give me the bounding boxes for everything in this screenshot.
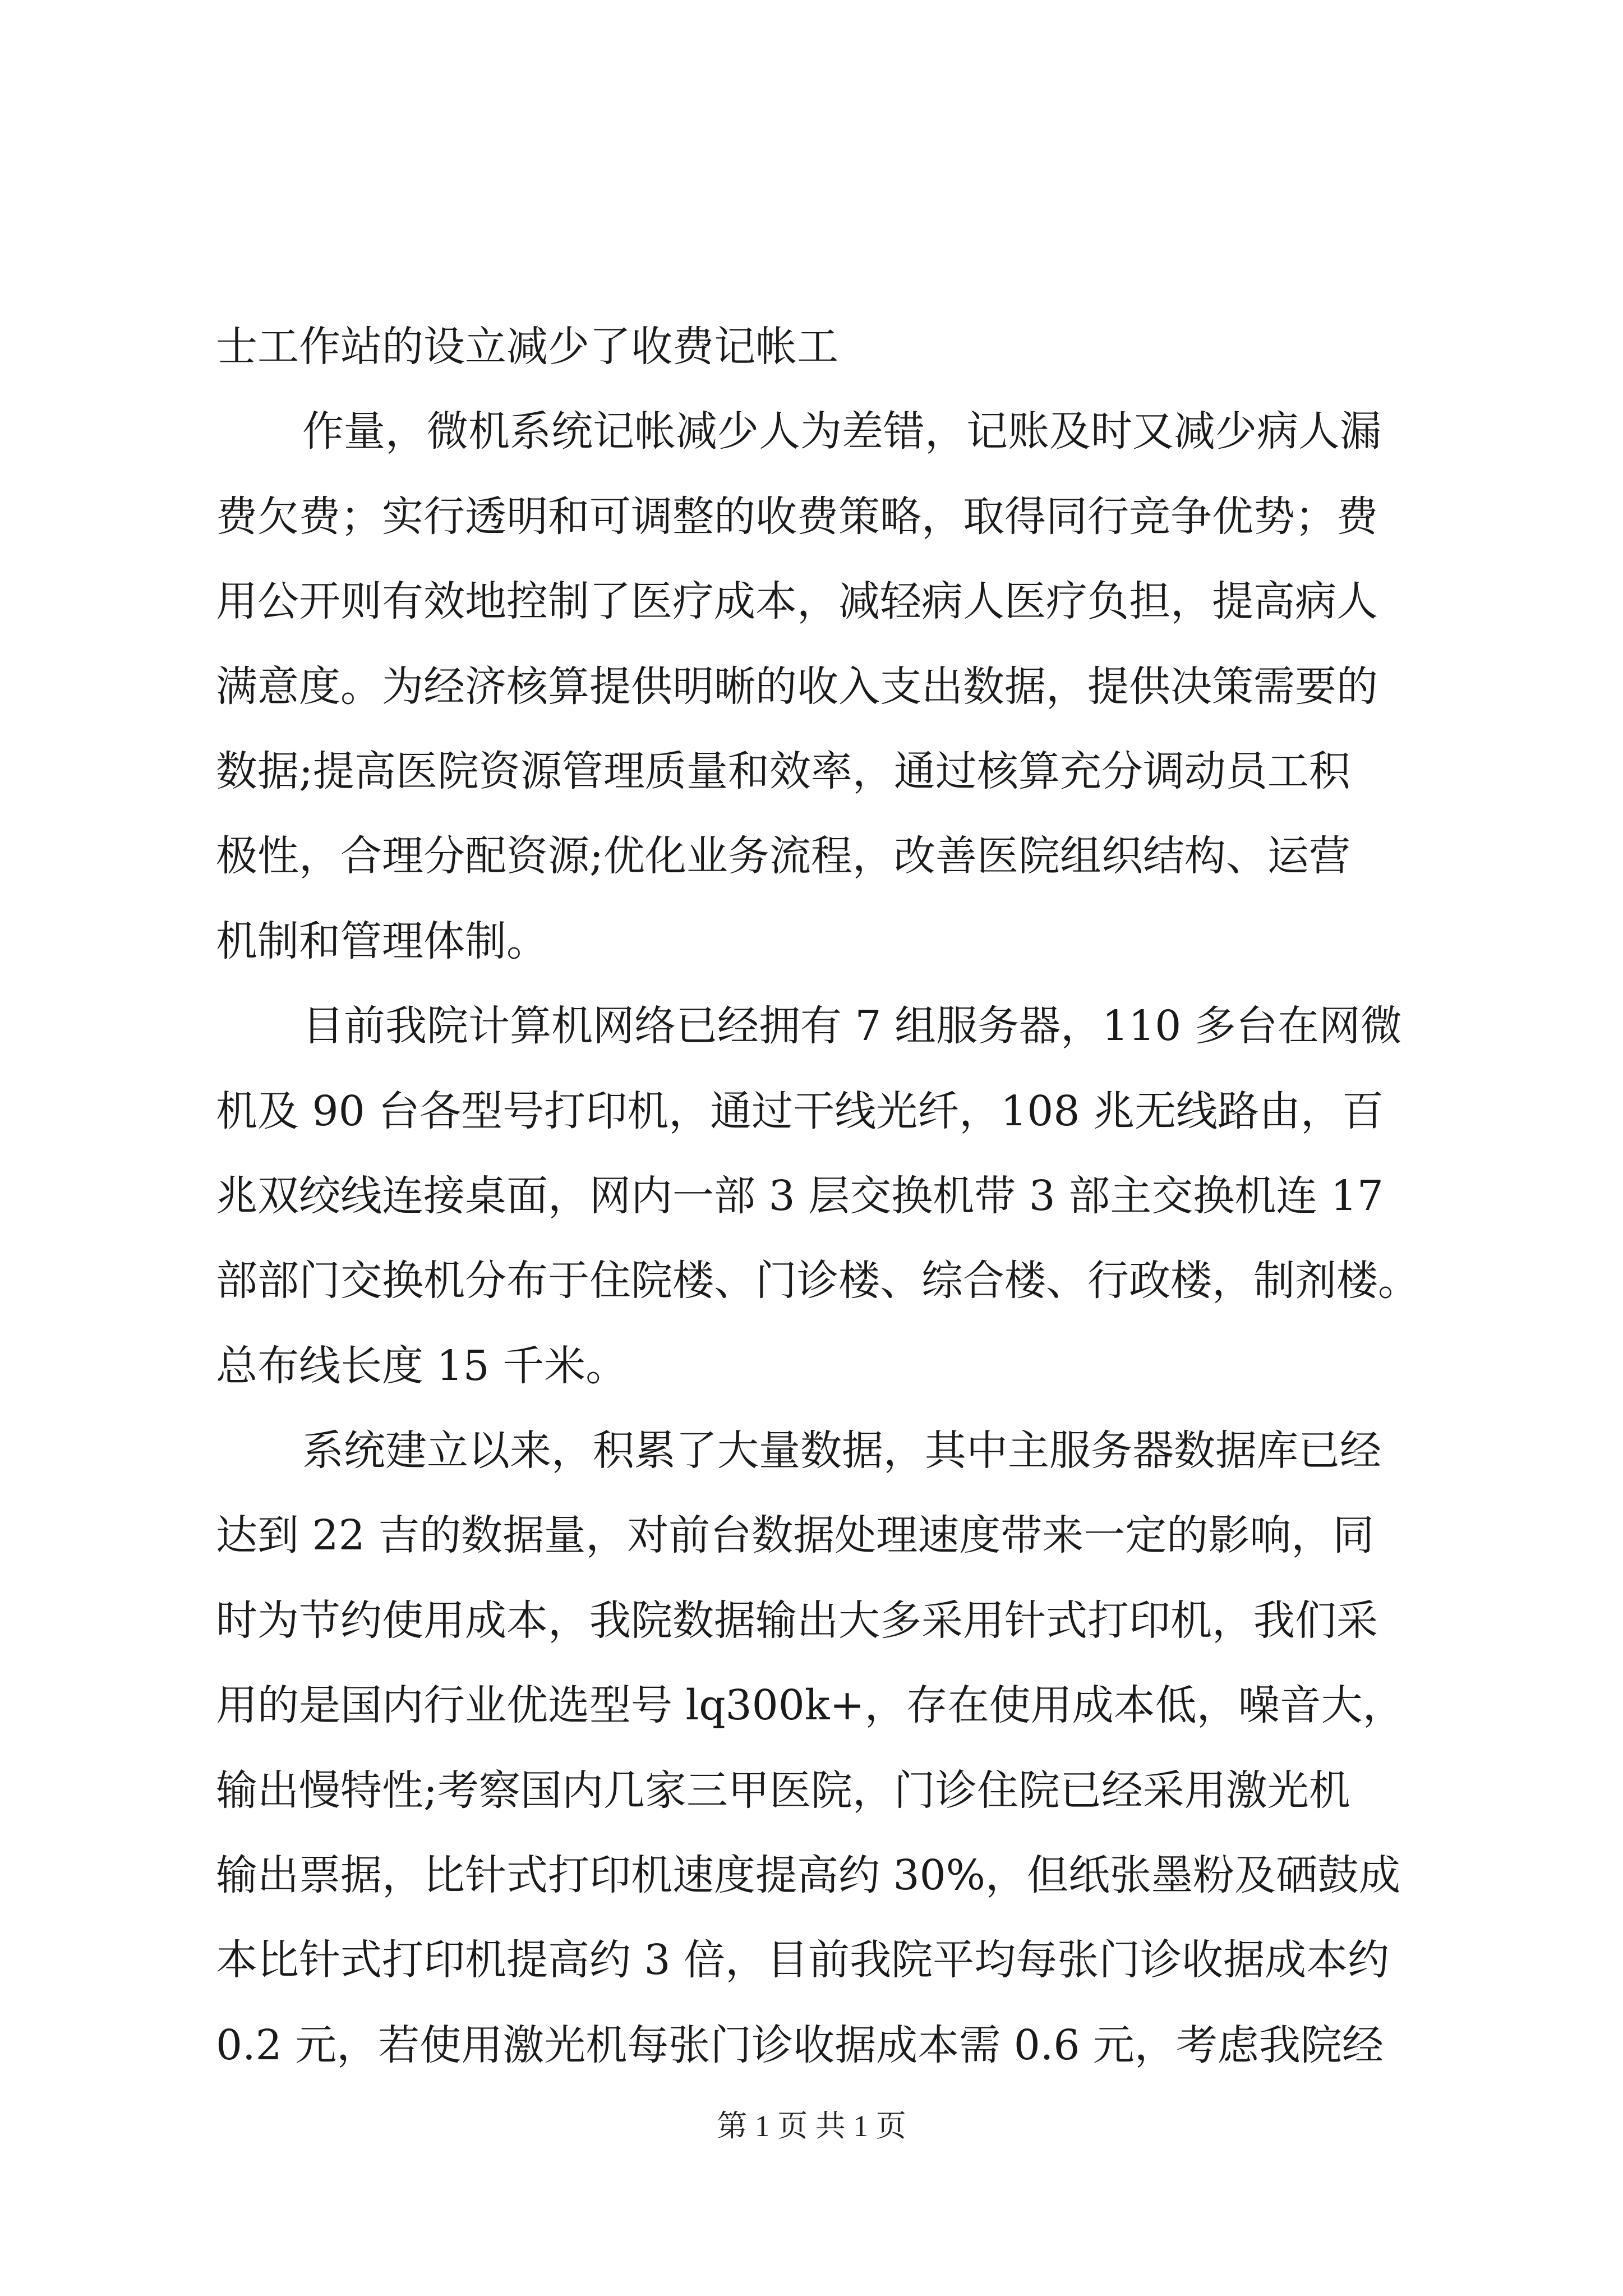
page-footer: 第 1 页 共 1 页 [717,2109,906,2143]
text-line: 用的是国内行业优选型号 lq300k+，存在使用成本低，噪音大， [216,1681,1404,1730]
text-line: 用公开则有效地控制了医疗成本，减轻病人医疗负担，提高病人 [216,577,1378,626]
text-line: 本比针式打印机提高约 3 倍，目前我院平均每张门诊收据成本约 [216,1936,1390,1985]
text-line: 输出慢特性;考察国内几家三甲医院，门诊住院已经采用激光机 [216,1766,1350,1815]
text-line: 时为节约使用成本，我院数据输出大多采用针式打印机，我们采 [216,1596,1378,1645]
text-line: 作量，微机系统记帐减少人为差错，记账及时又减少病人漏 [302,407,1381,456]
text-line: 数据;提高医院资源管理质量和效率，通过核算充分调动员工积 [216,747,1350,795]
text-line: 费欠费；实行透明和可调整的收费策略，取得同行竞争优势；费 [216,492,1378,541]
body-text [216,305,1422,2088]
text-line: 兆双绞线连接桌面，网内一部 3 层交换机带 3 部主交换机连 17 [216,1171,1384,1220]
text-line: 机制和管理体制。 [216,917,548,965]
text-line: 士工作站的设立减少了收费记帐工 [216,323,838,371]
text-line: 系统建立以来，积累了大量数据，其中主服务器数据库已经 [302,1427,1381,1475]
text-line: 极性，合理分配资源;优化业务流程，改善医院组织结构、运营 [216,832,1350,881]
text-line: 满意度。为经济核算提供明晰的收入支出数据，提供决策需要的 [216,662,1378,711]
text-line: 输出票据，比针式打印机速度提高约 30%，但纸张墨粉及硒鼓成 [216,1851,1400,1900]
text-line: 总布线长度 15 千米。 [216,1341,628,1390]
text-line: 部部门交换机分布于住院楼、门诊楼、综合楼、行政楼，制剂楼。 [216,1257,1419,1305]
text-line: 达到 22 吉的数据量，对前台数据处理速度带来一定的影响，同 [216,1511,1375,1560]
text-line: 机及 90 台各型号打印机，通过干线光纤，108 兆无线路由，百 [216,1087,1384,1135]
text-line: 0.2 元，若使用激光机每张门诊收据成本需 0.6 元，考虑我院经 [216,2021,1384,2069]
text-line: 目前我院计算机网络已经拥有 7 组服务器，110 多台在网微 [302,1002,1402,1051]
